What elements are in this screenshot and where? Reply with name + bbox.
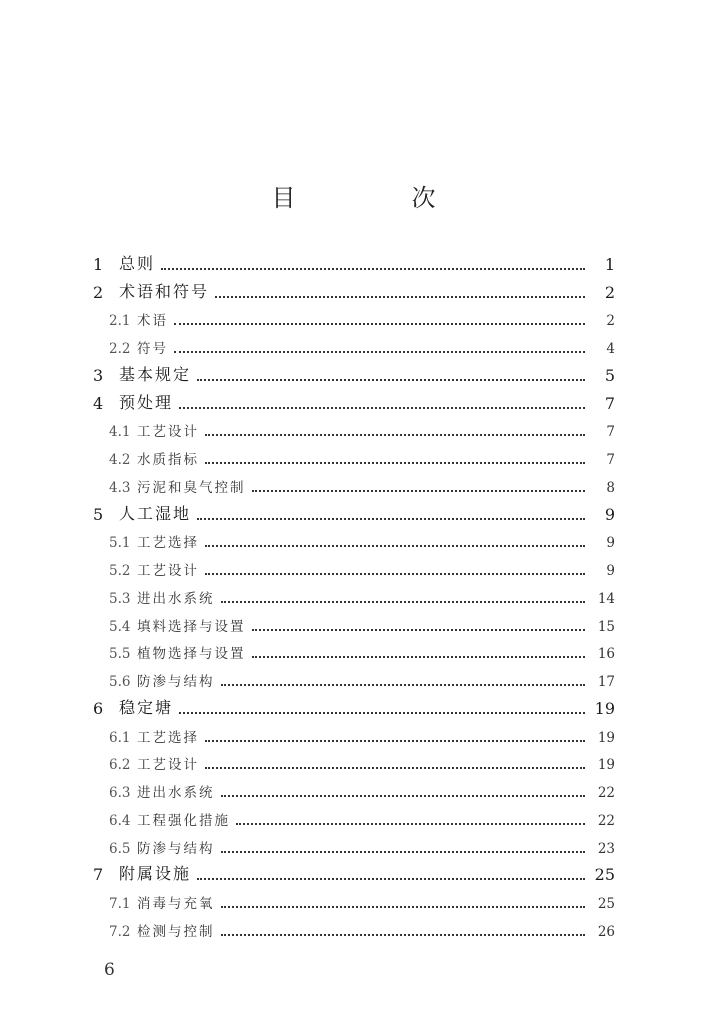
toc-entry-page: 22 bbox=[597, 812, 615, 829]
toc-entry-number: 6.3 bbox=[109, 785, 131, 801]
toc-dot-leader bbox=[197, 878, 585, 880]
page-title: 目 次 bbox=[271, 184, 482, 212]
toc-entry[interactable] bbox=[93, 278, 615, 306]
toc-entry-page: 5 bbox=[604, 365, 615, 385]
toc-entry-page: 1 bbox=[604, 254, 615, 274]
toc-dot-leader bbox=[215, 296, 585, 298]
toc-entry-number: 1 bbox=[93, 254, 104, 274]
toc-entry-number: 2 bbox=[93, 282, 104, 302]
toc-entry[interactable] bbox=[93, 722, 615, 750]
toc-entry-title: 进出水系统 bbox=[137, 590, 215, 607]
toc-entry-title: 工艺设计 bbox=[137, 757, 199, 774]
toc-dot-leader bbox=[161, 268, 585, 270]
toc-entry-page: 16 bbox=[597, 646, 615, 663]
toc-entry[interactable] bbox=[93, 639, 615, 667]
toc-entry-title: 防渗与结构 bbox=[137, 674, 215, 690]
toc-dot-leader bbox=[221, 795, 586, 797]
toc-dot-leader bbox=[174, 323, 585, 325]
toc-entry-page: 17 bbox=[597, 674, 615, 690]
toc-entry-number: 5.4 bbox=[109, 618, 131, 635]
toc-entry-page: 2 bbox=[604, 282, 615, 302]
toc-entry-number: 2.2 bbox=[109, 341, 131, 357]
toc-entry-title: 进出水系统 bbox=[137, 785, 215, 801]
toc-entry-number: 6.4 bbox=[109, 812, 131, 829]
toc-entry-page: 25 bbox=[594, 865, 615, 885]
toc-dot-leader bbox=[221, 684, 586, 686]
toc-dot-leader bbox=[205, 545, 585, 547]
toc-entry-page: 19 bbox=[597, 757, 615, 774]
toc-entry[interactable] bbox=[93, 528, 615, 556]
toc-entry-page: 14 bbox=[597, 590, 615, 607]
toc-entry-number: 5.3 bbox=[109, 590, 131, 607]
toc-dot-leader bbox=[221, 601, 586, 603]
toc-entry[interactable] bbox=[93, 555, 615, 583]
toc-entry-title: 术语 bbox=[137, 313, 168, 330]
toc-entry-number: 7.2 bbox=[109, 923, 131, 940]
toc-entry-page: 9 bbox=[604, 504, 615, 524]
toc-entry-page: 2 bbox=[606, 313, 615, 330]
toc-dot-leader bbox=[174, 351, 585, 353]
toc-dot-leader bbox=[197, 379, 585, 381]
toc-entry[interactable] bbox=[93, 389, 615, 417]
toc-entry-title: 工艺设计 bbox=[137, 563, 199, 579]
toc-entry-page: 7 bbox=[606, 424, 615, 441]
toc-entry-title: 符号 bbox=[137, 341, 168, 357]
toc-entry-title: 稳定塘 bbox=[119, 697, 174, 717]
toc-entry-number: 5.6 bbox=[109, 674, 131, 690]
toc-entry[interactable] bbox=[93, 861, 615, 889]
toc-dot-leader bbox=[197, 518, 585, 520]
toc-entry[interactable] bbox=[93, 916, 615, 944]
toc-entry[interactable] bbox=[93, 417, 615, 445]
toc-entry[interactable] bbox=[93, 750, 615, 778]
toc-entry-page: 25 bbox=[597, 896, 615, 912]
toc-entry-number: 6.5 bbox=[109, 840, 131, 857]
toc-entry-number: 5.5 bbox=[109, 646, 131, 663]
toc-entry-title: 总则 bbox=[119, 253, 156, 273]
toc-entry-number: 2.1 bbox=[109, 313, 131, 330]
toc-dot-leader bbox=[221, 851, 586, 853]
toc-entry-number: 4.2 bbox=[109, 452, 131, 468]
toc-entry[interactable] bbox=[93, 583, 615, 611]
toc-entry-page: 26 bbox=[597, 923, 615, 940]
toc-entry-page: 19 bbox=[597, 729, 615, 746]
toc-entry[interactable] bbox=[93, 250, 615, 278]
toc-entry[interactable] bbox=[93, 361, 615, 389]
toc-entry-page: 4 bbox=[606, 341, 615, 357]
toc-entry[interactable] bbox=[93, 694, 615, 722]
toc-dot-leader bbox=[205, 573, 585, 575]
footer-page-number: 6 bbox=[104, 960, 115, 980]
toc-dot-leader bbox=[179, 407, 585, 409]
toc-entry-number: 7 bbox=[93, 865, 104, 885]
toc-entry-number: 6 bbox=[93, 698, 104, 718]
toc-dot-leader bbox=[221, 906, 586, 908]
toc-dot-leader bbox=[205, 767, 585, 769]
toc-entry-page: 9 bbox=[606, 535, 615, 552]
toc-entry-number: 5 bbox=[93, 504, 104, 524]
toc-entry-title: 工程强化措施 bbox=[137, 812, 230, 829]
toc-entry-title: 工艺选择 bbox=[137, 729, 199, 746]
toc-entry[interactable] bbox=[93, 333, 615, 361]
toc-entry-title: 植物选择与设置 bbox=[137, 646, 246, 663]
toc-entry[interactable] bbox=[93, 777, 615, 805]
toc-dot-leader bbox=[252, 490, 586, 492]
toc-entry[interactable] bbox=[93, 805, 615, 833]
toc-entry-number: 5.1 bbox=[109, 535, 131, 552]
toc-entry[interactable] bbox=[93, 888, 615, 916]
toc-entry-number: 4.3 bbox=[109, 479, 131, 496]
toc-entry[interactable] bbox=[93, 306, 615, 334]
toc-entry[interactable] bbox=[93, 472, 615, 500]
toc-dot-leader bbox=[205, 462, 585, 464]
toc-entry-title: 术语和符号 bbox=[119, 281, 210, 301]
toc-entry[interactable] bbox=[93, 611, 615, 639]
toc-dot-leader bbox=[221, 934, 586, 936]
toc-entry-number: 7.1 bbox=[109, 896, 131, 912]
toc-entry[interactable] bbox=[93, 444, 615, 472]
toc-entry-title: 预处理 bbox=[119, 392, 174, 412]
toc-entry-title: 防渗与结构 bbox=[137, 840, 215, 857]
table-of-contents bbox=[93, 250, 615, 944]
toc-dot-leader bbox=[205, 740, 585, 742]
toc-entry-title: 基本规定 bbox=[119, 364, 192, 384]
toc-entry-title: 污泥和臭气控制 bbox=[137, 479, 246, 496]
toc-dot-leader bbox=[205, 434, 585, 436]
toc-entry-number: 6.2 bbox=[109, 757, 131, 774]
toc-entry-page: 19 bbox=[594, 698, 615, 718]
toc-entry-title: 填料选择与设置 bbox=[137, 618, 246, 635]
toc-entry-title: 附属设施 bbox=[119, 864, 192, 884]
toc-entry-title: 人工湿地 bbox=[119, 503, 192, 523]
toc-entry-page: 8 bbox=[606, 479, 615, 496]
toc-dot-leader bbox=[179, 712, 585, 714]
toc-dot-leader bbox=[252, 629, 586, 631]
toc-entry-page: 23 bbox=[597, 840, 615, 857]
toc-entry-page: 9 bbox=[606, 563, 615, 579]
toc-entry-title: 水质指标 bbox=[137, 452, 199, 468]
toc-entry-number: 6.1 bbox=[109, 729, 131, 746]
toc-entry-page: 22 bbox=[597, 785, 615, 801]
toc-entry[interactable] bbox=[93, 833, 615, 861]
toc-dot-leader bbox=[252, 656, 586, 658]
toc-entry-page: 15 bbox=[597, 618, 615, 635]
toc-entry[interactable] bbox=[93, 500, 615, 528]
toc-entry-title: 消毒与充氧 bbox=[137, 896, 215, 912]
toc-entry-page: 7 bbox=[606, 452, 615, 468]
toc-entry[interactable] bbox=[93, 666, 615, 694]
toc-entry-number: 3 bbox=[93, 365, 104, 385]
toc-entry-title: 检测与控制 bbox=[137, 923, 215, 940]
toc-entry-page: 7 bbox=[604, 393, 615, 413]
toc-dot-leader bbox=[236, 823, 585, 825]
toc-entry-title: 工艺选择 bbox=[137, 535, 199, 552]
toc-entry-number: 4 bbox=[93, 393, 104, 413]
toc-entry-number: 5.2 bbox=[109, 563, 131, 579]
toc-entry-number: 4.1 bbox=[109, 424, 131, 441]
toc-entry-title: 工艺设计 bbox=[137, 424, 199, 441]
